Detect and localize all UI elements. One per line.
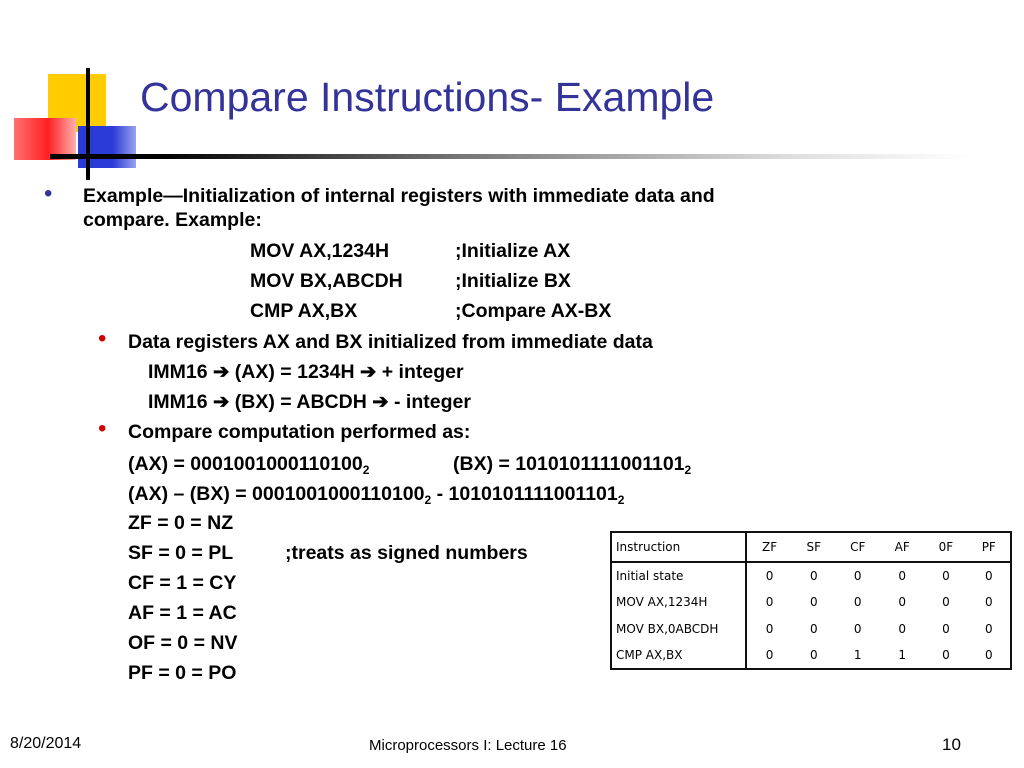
code-comment-3: ;Compare AX-BX (455, 300, 612, 322)
sub-bullet-dot: • (98, 415, 107, 442)
footer-date: 8/20/2014 (10, 735, 82, 752)
sub2-text: Compare computation performed as: (128, 421, 471, 443)
header-sf: SF (792, 533, 835, 562)
difference-line (128, 482, 624, 506)
cell: 0 (810, 595, 818, 610)
ax-binary-line (128, 452, 369, 476)
footer-page-number: 10 (942, 735, 961, 754)
header-of: 0F (924, 533, 967, 562)
cell: 1 (853, 647, 862, 662)
cell: 0 (765, 647, 774, 662)
flag-table (612, 533, 1010, 668)
imm16-ax-line (148, 360, 464, 384)
table-row (612, 562, 1010, 589)
table-row (612, 589, 1010, 615)
slide-title: Compare Instructions- Example (140, 74, 715, 120)
flag-of: OF = 0 = NV (128, 632, 238, 654)
code-comment-2: ;Initialize BX (455, 270, 571, 292)
row-label: MOV BX,0ABCDH (612, 616, 746, 642)
arrow-right-icon: ➔ (359, 361, 377, 383)
arrow-right-icon: ➔ (372, 391, 389, 413)
code-instr-1: MOV AX,1234H (250, 240, 390, 262)
cell: 0 (765, 569, 774, 584)
footer-course: Microprocessors I: Lecture 16 (369, 737, 567, 754)
code-instr-3: CMP AX,BX (250, 300, 358, 322)
difference-lhs: (AX) – (BX) = 0001001000110100 (128, 483, 425, 505)
base-subscript: 2 (617, 493, 625, 507)
imm16-bx-line (148, 390, 471, 414)
cell: 0 (942, 595, 950, 610)
cell: 0 (984, 595, 993, 610)
code-comment-1: ;Initialize AX (455, 240, 571, 262)
arrow-right-icon: ➔ (213, 361, 230, 383)
cell: 0 (898, 621, 906, 636)
sf-comment: ;treats as signed numbers (285, 542, 528, 564)
flag-state-table (610, 531, 1012, 670)
title-underline (50, 154, 970, 159)
difference-rhs: - 1010101111001101 (436, 483, 618, 505)
cell: 0 (853, 595, 862, 610)
intro-line-1: Example—Initialization of internal registers with immediate data and (83, 185, 715, 207)
sub1-text: Data registers AX and BX initialized from immediate data (128, 331, 653, 353)
imm16-label: IMM16 (148, 391, 208, 413)
header-pf: PF (968, 533, 1010, 562)
ax-init-value: (AX) = 1234H (234, 361, 355, 383)
flag-af: AF = 1 = AC (128, 602, 237, 624)
cell: 0 (942, 569, 950, 584)
cell: 0 (810, 569, 818, 584)
row-label: Initial state (612, 562, 746, 589)
header-cf: CF (835, 533, 880, 562)
table-row (612, 616, 1010, 642)
base-subscript: 2 (362, 463, 370, 477)
bx-binary: (BX) = 1010101111001101 (453, 453, 685, 475)
row-label: CMP AX,BX (612, 642, 746, 668)
cell: 0 (898, 569, 906, 584)
ax-binary: (AX) = 0001001000110100 (128, 453, 363, 475)
cell: 0 (853, 569, 862, 584)
cell: 0 (984, 647, 993, 662)
flag-cf: CF = 1 = CY (128, 572, 237, 594)
flag-sf: SF = 0 = PL (128, 542, 234, 564)
cell: 0 (810, 647, 818, 662)
cell: 0 (942, 621, 950, 636)
cell: 0 (853, 621, 862, 636)
sub-bullet-dot: • (98, 325, 107, 352)
bx-init-value: (BX) = ABCDH (234, 391, 367, 413)
flag-pf: PF = 0 = PO (128, 662, 237, 684)
bullet-dot: • (44, 180, 53, 207)
cell: 0 (984, 621, 993, 636)
cell: 0 (984, 569, 993, 584)
bx-binary-line (453, 452, 691, 476)
cell: 1 (898, 647, 906, 662)
row-label: MOV AX,1234H (612, 589, 746, 615)
cell: 0 (942, 647, 950, 662)
header-zf: ZF (746, 533, 792, 562)
intro-line-2: compare. Example: (83, 209, 262, 231)
arrow-right-icon: ➔ (213, 391, 230, 413)
header-instruction: Instruction (612, 533, 746, 562)
table-header-row (612, 533, 1010, 562)
base-subscript: 2 (424, 493, 432, 507)
cell: 0 (765, 595, 774, 610)
ax-integer-sign: + integer (381, 361, 464, 383)
cell: 0 (765, 621, 774, 636)
code-instr-2: MOV BX,ABCDH (250, 270, 403, 292)
header-af: AF (880, 533, 924, 562)
flag-zf: ZF = 0 = NZ (128, 512, 234, 534)
cell: 0 (810, 621, 818, 636)
bx-integer-sign: - integer (393, 391, 471, 413)
base-subscript: 2 (684, 463, 692, 477)
logo-vertical-line (86, 68, 90, 180)
imm16-label: IMM16 (148, 361, 208, 383)
cell: 0 (898, 595, 906, 610)
table-row (612, 642, 1010, 668)
